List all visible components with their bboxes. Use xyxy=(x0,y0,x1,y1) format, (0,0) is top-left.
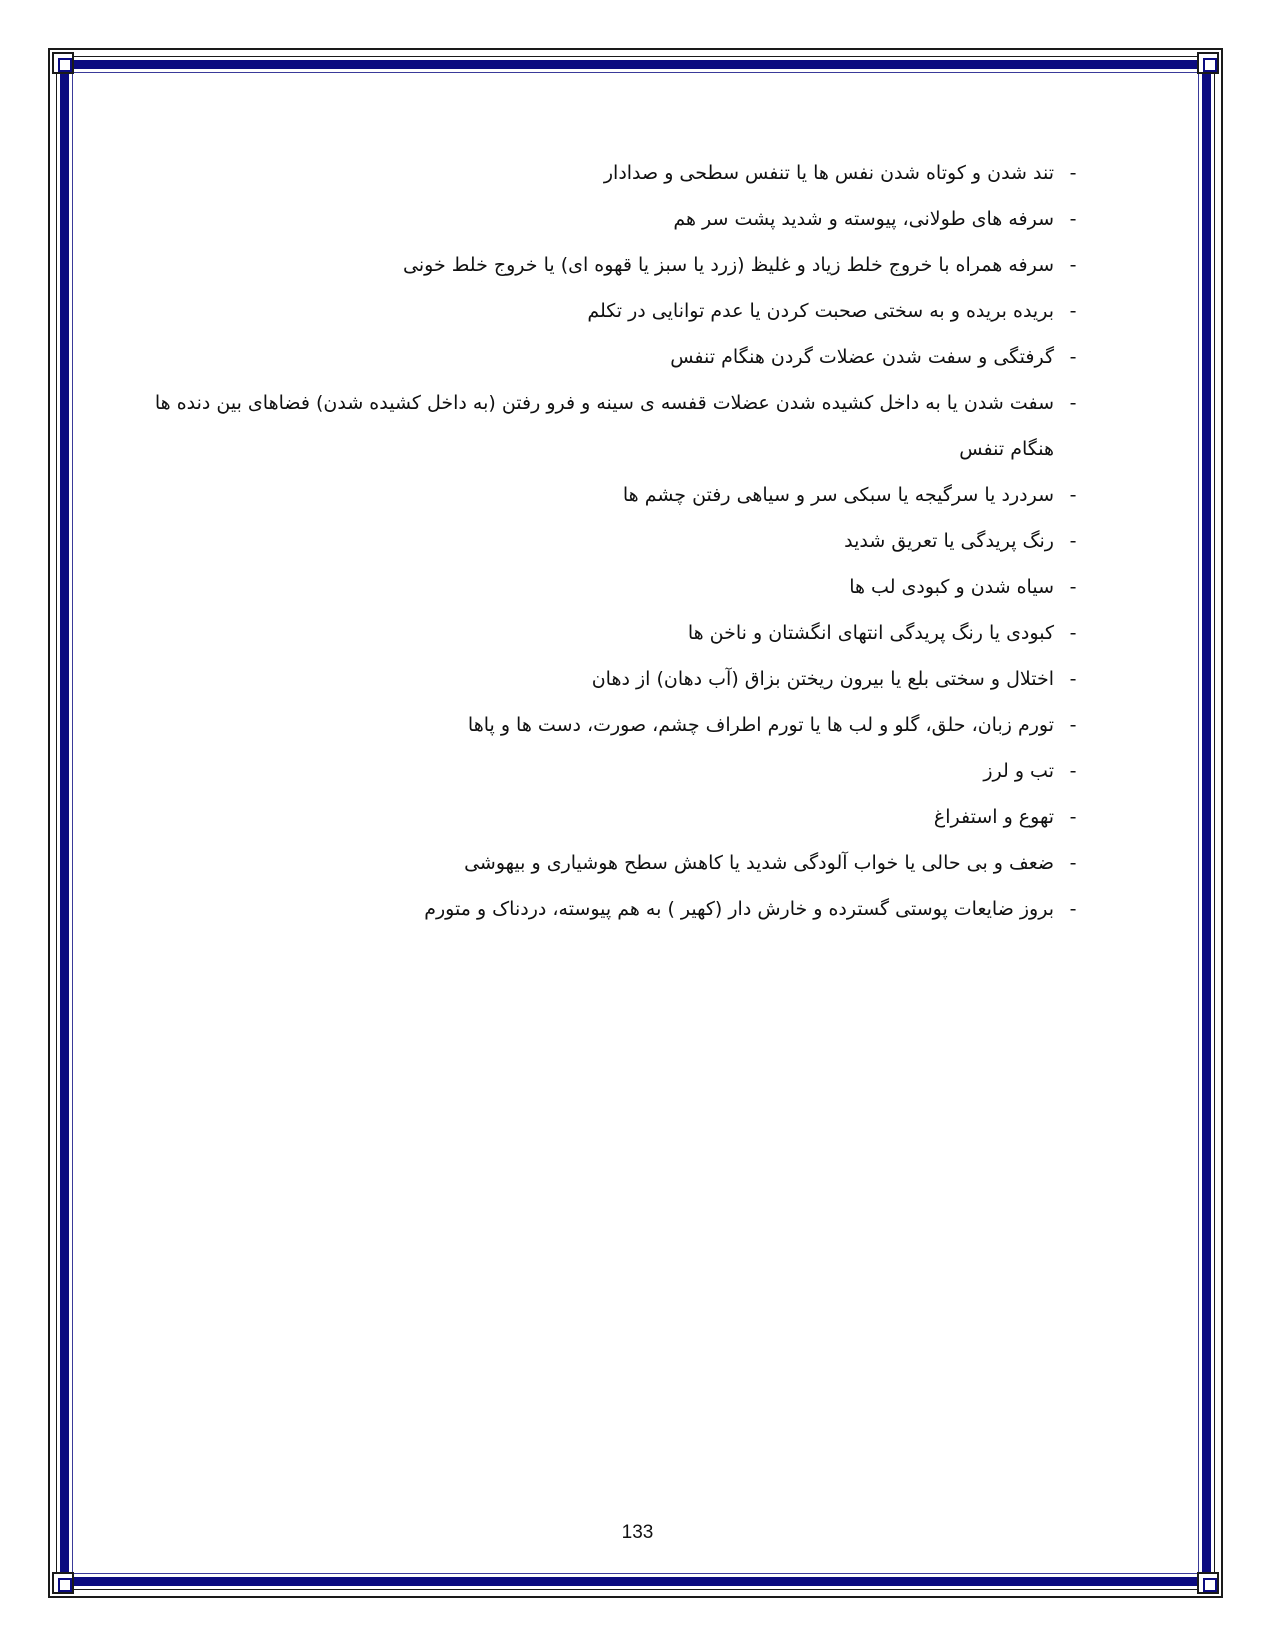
list-item xyxy=(150,196,1080,242)
list-item-text: اختلال و سختی بلع یا بیرون ریختن بزاق (آب دهان) از دهان xyxy=(591,668,1054,690)
list-item xyxy=(150,840,1080,886)
bullet-marker: - xyxy=(1069,208,1077,230)
list-item xyxy=(150,794,1080,840)
list-item-text: رنگ پریدگی یا تعریق شدید xyxy=(844,530,1054,552)
corner-ornament-bottom-left xyxy=(52,1572,74,1594)
list-item xyxy=(150,656,1080,702)
bullet-marker: - xyxy=(1069,300,1077,322)
list-item xyxy=(150,518,1080,564)
symptom-list-section xyxy=(150,150,1080,932)
list-item-text: تب و لرز xyxy=(983,760,1054,782)
bullet-marker: - xyxy=(1069,346,1077,368)
bullet-marker: - xyxy=(1069,484,1077,506)
list-item xyxy=(150,564,1080,610)
list-item-text: تورم زبان، حلق، گلو و لب ها یا تورم اطراف چشم، صورت، دست ها و پاها xyxy=(467,714,1054,736)
list-item-text: سردرد یا سرگیجه یا سبکی سر و سیاهی رفتن چشم ها xyxy=(622,484,1054,506)
corner-ornament-top-left xyxy=(52,52,74,74)
list-item xyxy=(150,288,1080,334)
list-item xyxy=(150,610,1080,656)
bullet-marker: - xyxy=(1069,254,1077,276)
list-item-text: سفت شدن یا به داخل کشیده شدن عضلات قفسه ی سینه و فرو رفتن (به داخل کشیده شدن) فضاهای بین دنده ها هنگام تنفس xyxy=(154,392,1054,460)
list-item-text: تند شدن و کوتاه شدن نفس ها یا تنفس سطحی و صدادار xyxy=(603,162,1054,184)
list-item xyxy=(150,886,1080,932)
list-item xyxy=(150,380,1080,472)
bullet-marker: - xyxy=(1069,714,1077,736)
bullet-marker: - xyxy=(1069,576,1077,598)
corner-ornament-top-right xyxy=(1197,52,1219,74)
list-item-text: گرفتگی و سفت شدن عضلات گردن هنگام تنفس xyxy=(670,346,1054,368)
list-item xyxy=(150,242,1080,288)
bullet-marker: - xyxy=(1069,852,1077,874)
list-item xyxy=(150,702,1080,748)
list-item-text: سیاه شدن و کبودی لب ها xyxy=(849,576,1054,598)
list-item-text: بروز ضایعات پوستی گسترده و خارش دار (کهیر ) به هم پیوسته، دردناک و متورم xyxy=(424,898,1054,920)
list-item-text: سرفه های طولانی، پیوسته و شدید پشت سر هم xyxy=(673,208,1054,230)
list-item-text: تهوع و استفراغ xyxy=(933,806,1054,828)
symptom-list xyxy=(150,150,1080,932)
bullet-marker: - xyxy=(1069,806,1077,828)
bullet-marker: - xyxy=(1069,668,1077,690)
list-item-text: کبودی یا رنگ پریدگی انتهای انگشتان و ناخن ها xyxy=(687,622,1054,644)
bullet-marker: - xyxy=(1069,530,1077,552)
list-item xyxy=(150,472,1080,518)
bullet-marker: - xyxy=(1069,622,1077,644)
bullet-marker: - xyxy=(1069,898,1077,920)
list-item xyxy=(150,748,1080,794)
list-item xyxy=(150,150,1080,196)
list-item-text: سرفه همراه با خروج خلط زیاد و غلیظ (زرد یا سبز یا قهوه ای) یا خروج خلط خونی xyxy=(403,254,1054,276)
corner-ornament-bottom-right xyxy=(1197,1572,1219,1594)
bullet-marker: - xyxy=(1069,162,1077,184)
list-item-text: بریده بریده و به سختی صحبت کردن یا عدم توانایی در تکلم xyxy=(587,300,1054,322)
page-number: 133 xyxy=(621,1522,654,1543)
bullet-marker: - xyxy=(1069,760,1077,782)
list-item-text: ضعف و بی حالی یا خواب آلودگی شدید یا کاهش سطح هوشیاری و بیهوشی xyxy=(464,852,1054,874)
bullet-marker: - xyxy=(1069,392,1077,414)
list-item xyxy=(150,334,1080,380)
